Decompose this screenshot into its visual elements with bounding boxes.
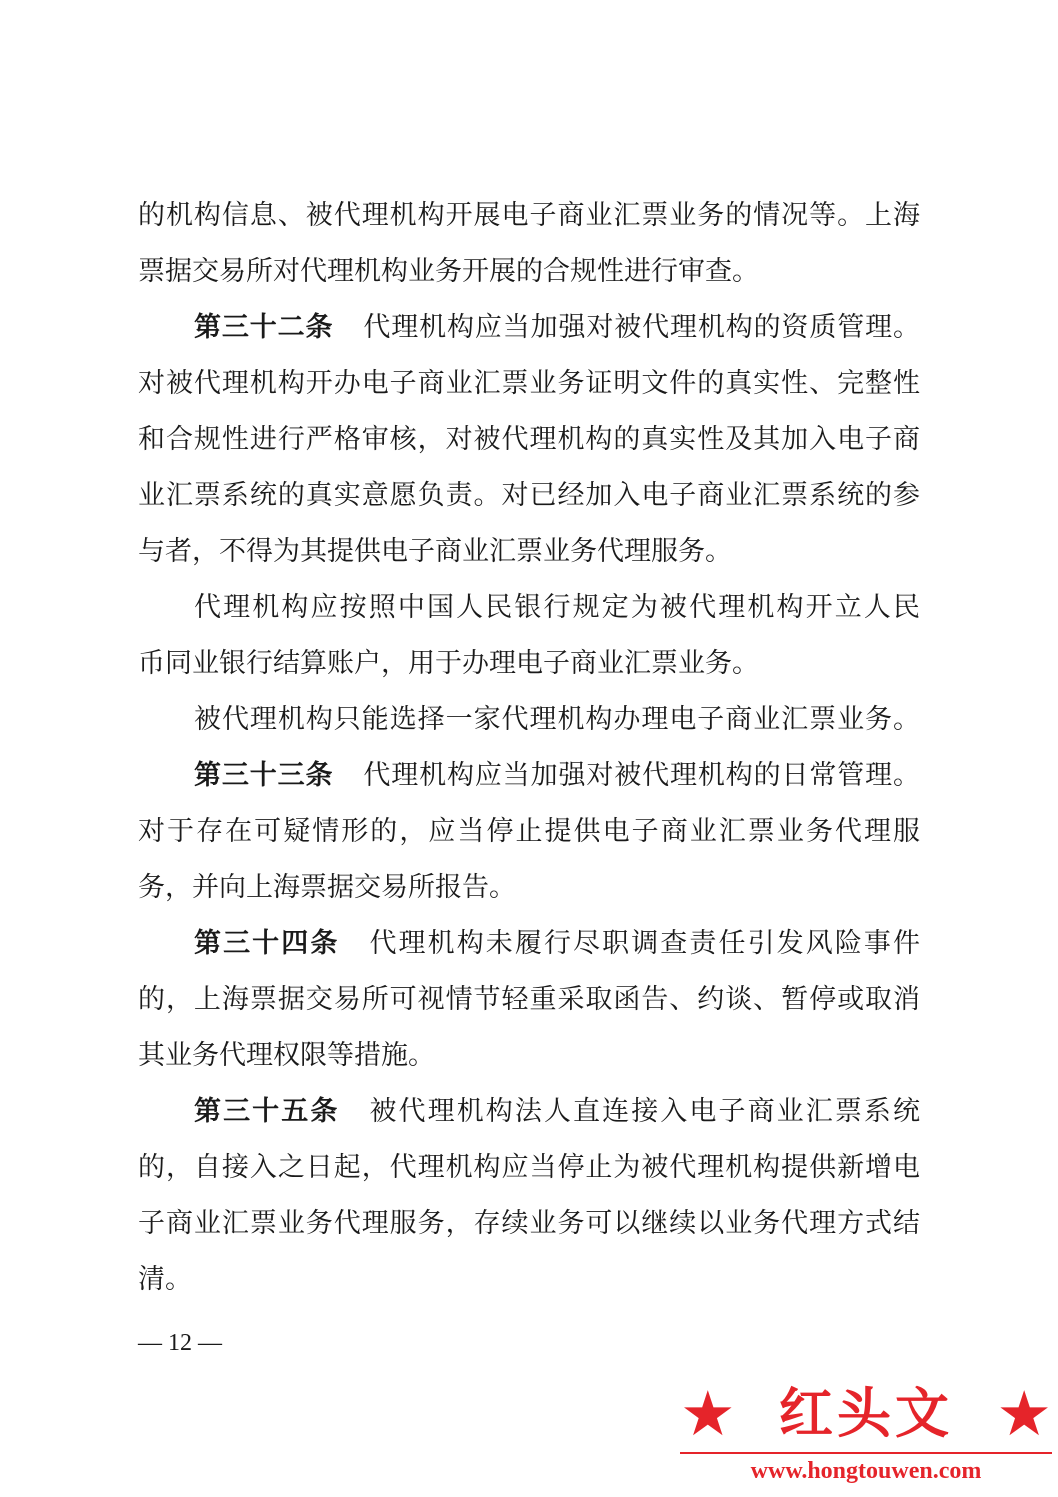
text-line: 其业务代理权限等措施。 <box>138 1040 435 1071</box>
watermark-text: 红头文 <box>779 1382 953 1445</box>
text-line: 清。 <box>138 1264 192 1295</box>
article-heading: 第三十四条 <box>194 928 340 959</box>
text-line: 被代理机构只能选择一家代理机构办理电子商业汇票业务。 <box>194 704 920 735</box>
article-35-first-line <box>138 1084 920 1140</box>
text-line: 票据交易所对代理机构业务开展的合规性进行审查。 <box>138 256 759 287</box>
watermark-logo <box>680 1377 1052 1490</box>
text-line: 业汇票系统的真实意愿负责。对已经加入电子商业汇票系统的参 <box>138 480 920 511</box>
watermark-divider <box>680 1452 1052 1454</box>
page-number: — 12 — <box>138 1330 222 1356</box>
article-32-first-line <box>138 300 920 356</box>
article-heading: 第三十五条 <box>194 1096 340 1127</box>
star-icon: ★ <box>680 1377 736 1450</box>
text-line: 对于存在可疑情形的，应当停止提供电子商业汇票业务代理服 <box>138 816 920 847</box>
text-line: 和合规性进行严格审核，对被代理机构的真实性及其加入电子商 <box>138 424 920 455</box>
watermark-url: www.hongtouwen.com <box>750 1458 982 1484</box>
text-line: 对被代理机构开办电子商业汇票业务证明文件的真实性、完整性 <box>138 368 920 399</box>
text-span: 代理机构应当加强对被代理机构的日常管理。 <box>363 760 920 791</box>
document-body <box>138 188 920 1308</box>
watermark-title <box>680 1377 1052 1450</box>
text-line: 的，自接入之日起，代理机构应当停止为被代理机构提供新增电 <box>138 1152 920 1183</box>
article-heading: 第三十二条 <box>194 312 334 343</box>
text-line: 与者，不得为其提供电子商业汇票业务代理服务。 <box>138 536 732 567</box>
article-34-first-line <box>138 916 920 972</box>
text-span: 被代理机构法人直连接入电子商业汇票系统 <box>369 1096 920 1127</box>
text-line: 币同业银行结算账户，用于办理电子商业汇票业务。 <box>138 648 759 679</box>
text-line: 代理机构应按照中国人民银行规定为被代理机构开立人民 <box>194 592 920 623</box>
article-heading: 第三十三条 <box>194 760 334 791</box>
text-line: 务，并向上海票据交易所报告。 <box>138 872 516 903</box>
text-line: 的，上海票据交易所可视情节轻重采取函告、约谈、暂停或取消 <box>138 984 920 1015</box>
text-line: 的机构信息、被代理机构开展电子商业汇票业务的情况等。上海 <box>138 200 920 231</box>
article-33-first-line <box>138 748 920 804</box>
text-line: 子商业汇票业务代理服务，存续业务可以继续以业务代理方式结 <box>138 1208 920 1239</box>
text-span: 代理机构未履行尽职调查责任引发风险事件 <box>369 928 920 959</box>
text-span: 代理机构应当加强对被代理机构的资质管理。 <box>363 312 920 343</box>
star-icon: ★ <box>996 1377 1052 1450</box>
